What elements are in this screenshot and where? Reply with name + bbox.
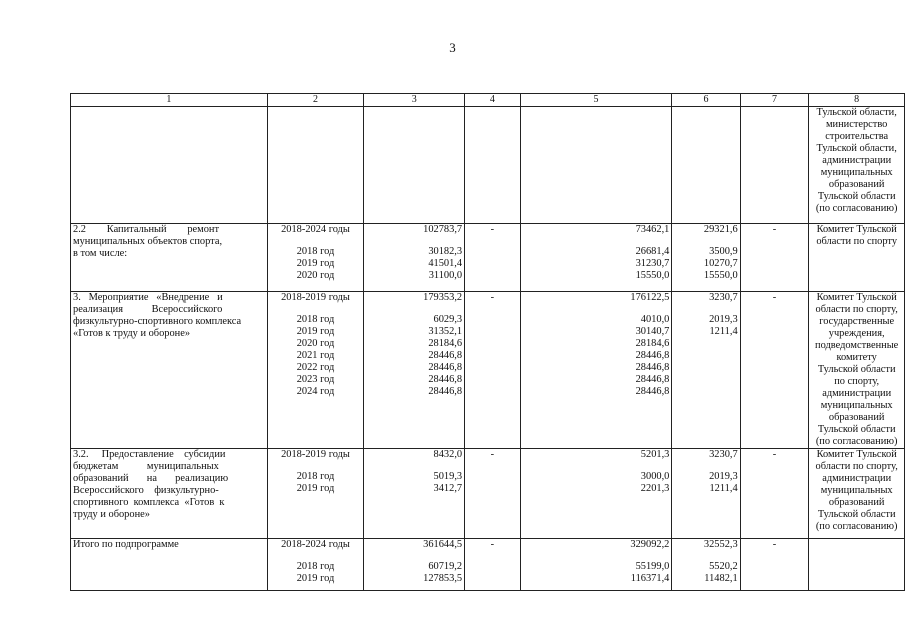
cell-line: области по спорту,	[815, 304, 898, 315]
cell-line: 3230,7	[709, 292, 738, 303]
cell-line: 28184,6	[635, 338, 670, 349]
cell-line: 41501,4	[428, 258, 463, 269]
cell-line: Всероссийского физкультурно-	[73, 485, 219, 496]
cell-line: бюджетам муниципальных	[73, 461, 219, 472]
cell-line	[674, 461, 737, 471]
cell-line: 2018 год	[296, 314, 335, 325]
cell-line: в том числе:	[73, 248, 128, 259]
cell-line: 1211,4	[709, 483, 738, 494]
cell-line: 2024 год	[296, 386, 335, 397]
cell-line: 2019,3	[709, 314, 738, 325]
cell-line: 15550,0	[703, 270, 738, 281]
cell-col6-amount	[672, 224, 740, 292]
column-header: 1	[71, 94, 268, 107]
cell-period	[267, 107, 364, 224]
cell-col4: -	[465, 224, 520, 292]
cell-line: 3. Мероприятие «Внедрение и	[73, 292, 223, 303]
table-row	[71, 449, 905, 539]
cell-line: образований	[828, 497, 885, 508]
cell-line: 2020 год	[296, 270, 335, 281]
cell-line: «Готов к труду и обороне»	[73, 328, 191, 339]
cell-line: образований	[828, 179, 885, 190]
cell-line: физкультурно-спортивного комплекса	[73, 316, 242, 327]
cell-total-amount	[364, 107, 465, 224]
cell-line: 329092,2	[630, 539, 670, 550]
cell-line: по спорту,	[834, 376, 880, 387]
column-header: 3	[364, 94, 465, 107]
cell-col4: -	[465, 539, 520, 591]
cell-line: 3.2. Предоставление субсидии	[73, 449, 226, 460]
cell-line: 2018-2019 годы	[281, 292, 350, 303]
column-header: 4	[465, 94, 520, 107]
cell-line: 3000,0	[640, 471, 670, 482]
cell-col4: -	[465, 292, 520, 449]
cell-line: Комитет Тульской	[816, 292, 897, 303]
cell-line: 361644,5	[423, 539, 463, 550]
cell-col7: -	[740, 292, 809, 449]
cell-responsible	[809, 292, 905, 449]
column-header: 7	[740, 94, 809, 107]
cell-line: 2020 год	[296, 338, 335, 349]
cell-line: 6029,3	[433, 314, 463, 325]
cell-line: 4010,0	[640, 314, 670, 325]
table-row	[71, 107, 905, 224]
cell-col6-amount	[672, 292, 740, 449]
cell-line: администрации	[822, 388, 892, 399]
cell-col7: -	[740, 449, 809, 539]
cell-col7: -	[740, 224, 809, 292]
column-header: 5	[520, 94, 672, 107]
cell-col4: -	[465, 449, 520, 539]
cell-line: 3500,9	[709, 246, 738, 257]
cell-line: 2201,3	[640, 483, 670, 494]
cell-period	[267, 539, 364, 591]
cell-activity	[71, 449, 268, 539]
cell-line	[366, 304, 462, 314]
cell-period	[267, 224, 364, 292]
cell-line: 2023 год	[296, 374, 335, 385]
column-header: 6	[672, 94, 740, 107]
cell-line: труду и обороне»	[73, 509, 150, 520]
cell-activity	[71, 107, 268, 224]
cell-line: 2019,3	[709, 471, 738, 482]
cell-line: 2019 год	[296, 258, 335, 269]
cell-line: 127853,5	[423, 573, 463, 584]
cell-line: 11482,1	[704, 573, 738, 584]
cell-line	[270, 551, 362, 561]
cell-col7: -	[740, 539, 809, 591]
cell-line	[523, 461, 670, 471]
cell-line: 2018-2019 годы	[281, 449, 350, 460]
cell-responsible	[809, 449, 905, 539]
cell-col6-amount	[672, 107, 740, 224]
cell-col6-amount	[672, 539, 740, 591]
cell-line: 2021 год	[296, 350, 335, 361]
cell-line: 2018 год	[296, 471, 335, 482]
cell-line: учреждения,	[828, 328, 885, 339]
cell-line	[366, 236, 462, 246]
total-label: Итого по подпрограмме	[73, 539, 179, 550]
cell-line: 28446,8	[428, 386, 463, 397]
cell-col6-amount	[672, 449, 740, 539]
cell-total-amount	[364, 539, 465, 591]
cell-line: строительства	[825, 131, 889, 142]
table-row	[71, 539, 905, 591]
cell-line: Тульской области	[817, 424, 896, 435]
cell-col4	[465, 107, 520, 224]
cell-line: 60719,2	[428, 561, 463, 572]
cell-line	[674, 551, 737, 561]
cell-line: 32552,3	[703, 539, 738, 550]
cell-line: 28446,8	[635, 362, 670, 373]
cell-line: области по спорту	[816, 236, 898, 247]
cell-line: 1211,4	[709, 326, 738, 337]
cell-line: подведомственные	[815, 340, 899, 351]
cell-col5-amount	[520, 449, 672, 539]
cell-line: Тульской области,	[816, 107, 897, 118]
cell-line: 10270,7	[703, 258, 738, 269]
cell-line: 2018 год	[296, 246, 335, 257]
cell-line: образований на реализацию	[73, 473, 229, 484]
cell-line: 2022 год	[296, 362, 335, 373]
cell-col5-amount	[520, 292, 672, 449]
cell-line: 26681,4	[635, 246, 670, 257]
cell-line	[270, 461, 362, 471]
cell-line: (по согласованию)	[815, 521, 898, 532]
cell-responsible	[809, 224, 905, 292]
cell-line: (по согласованию)	[815, 436, 898, 447]
cell-line: 28446,8	[635, 350, 670, 361]
cell-line: 2018-2024 годы	[281, 539, 350, 550]
cell-line: 2019 год	[296, 483, 335, 494]
cell-line: муниципальных	[820, 167, 893, 178]
cell-line: 3230,7	[709, 449, 738, 460]
cell-line: администрации	[822, 473, 892, 484]
cell-line: Комитет Тульской	[816, 224, 897, 235]
cell-line: 2.2 Капитальный ремонт	[73, 224, 220, 235]
table-header-row	[71, 94, 905, 107]
cell-line	[674, 304, 737, 314]
cell-line	[366, 551, 462, 561]
cell-line: Комитет Тульской	[816, 449, 897, 460]
cell-activity	[71, 224, 268, 292]
cell-line	[270, 236, 362, 246]
page-number: 3	[449, 40, 456, 55]
cell-line: 2019 год	[296, 326, 335, 337]
cell-line: 31230,7	[635, 258, 670, 269]
cell-line: 5520,2	[709, 561, 738, 572]
cell-line: 31100,0	[428, 270, 463, 281]
cell-line: 28446,8	[635, 374, 670, 385]
column-header: 2	[267, 94, 364, 107]
cell-line: министерство	[825, 119, 888, 130]
cell-line: 73462,1	[635, 224, 670, 235]
cell-line: 5019,3	[433, 471, 463, 482]
cell-line: 28446,8	[428, 350, 463, 361]
cell-responsible	[809, 107, 905, 224]
cell-line: 102783,7	[423, 224, 463, 235]
cell-line: 8432,0	[433, 449, 463, 460]
cell-line: 28446,8	[428, 374, 463, 385]
cell-line: спортивного комплекса «Готов к	[73, 497, 225, 508]
cell-line: Тульской области,	[816, 143, 897, 154]
cell-line: муниципальных	[820, 485, 893, 496]
cell-period	[267, 292, 364, 449]
cell-activity	[71, 539, 268, 591]
cell-activity	[71, 292, 268, 449]
cell-line: 179353,2	[423, 292, 463, 303]
table-row	[71, 224, 905, 292]
cell-line: Тульской области	[817, 509, 896, 520]
cell-responsible	[809, 539, 905, 591]
cell-line: образований	[828, 412, 885, 423]
cell-line: 28184,6	[428, 338, 463, 349]
cell-total-amount	[364, 449, 465, 539]
cell-line: 28446,8	[635, 386, 670, 397]
cell-line: Тульской области	[817, 191, 896, 202]
table-row	[71, 292, 905, 449]
cell-line: муниципальных	[820, 400, 893, 411]
cell-line: комитету	[836, 352, 877, 363]
cell-line: Тульской области	[817, 364, 896, 375]
cell-line: 30140,7	[635, 326, 670, 337]
cell-line: 15550,0	[635, 270, 670, 281]
cell-col5-amount	[520, 107, 672, 224]
cell-line: 29321,6	[703, 224, 738, 235]
cell-line: 2018 год	[296, 561, 335, 572]
cell-line: 30182,3	[428, 246, 463, 257]
column-header: 8	[809, 94, 905, 107]
cell-line: области по спорту,	[815, 461, 898, 472]
cell-line: (по согласованию)	[815, 203, 898, 214]
cell-col7	[740, 107, 809, 224]
cell-line: 2018-2024 годы	[281, 224, 350, 235]
cell-col5-amount	[520, 539, 672, 591]
cell-line	[366, 461, 462, 471]
cell-line	[674, 236, 737, 246]
cell-line	[270, 304, 362, 314]
cell-line: 176122,5	[630, 292, 670, 303]
cell-line: муниципальных объектов спорта,	[73, 236, 223, 247]
cell-line: 116371,4	[630, 573, 670, 584]
cell-total-amount	[364, 292, 465, 449]
funding-table	[70, 93, 905, 591]
cell-period	[267, 449, 364, 539]
cell-line: администрации	[822, 155, 892, 166]
cell-line	[523, 236, 670, 246]
cell-line: 5201,3	[640, 449, 670, 460]
cell-line	[523, 551, 670, 561]
cell-line: 55199,0	[635, 561, 670, 572]
cell-line: 28446,8	[428, 362, 463, 373]
cell-line	[523, 304, 670, 314]
cell-line: 2019 год	[296, 573, 335, 584]
cell-line: 31352,1	[428, 326, 463, 337]
cell-line: реализация Всероссийского	[73, 304, 223, 315]
cell-line: государственные	[819, 316, 895, 327]
cell-line: 3412,7	[433, 483, 463, 494]
cell-total-amount	[364, 224, 465, 292]
cell-col5-amount	[520, 224, 672, 292]
